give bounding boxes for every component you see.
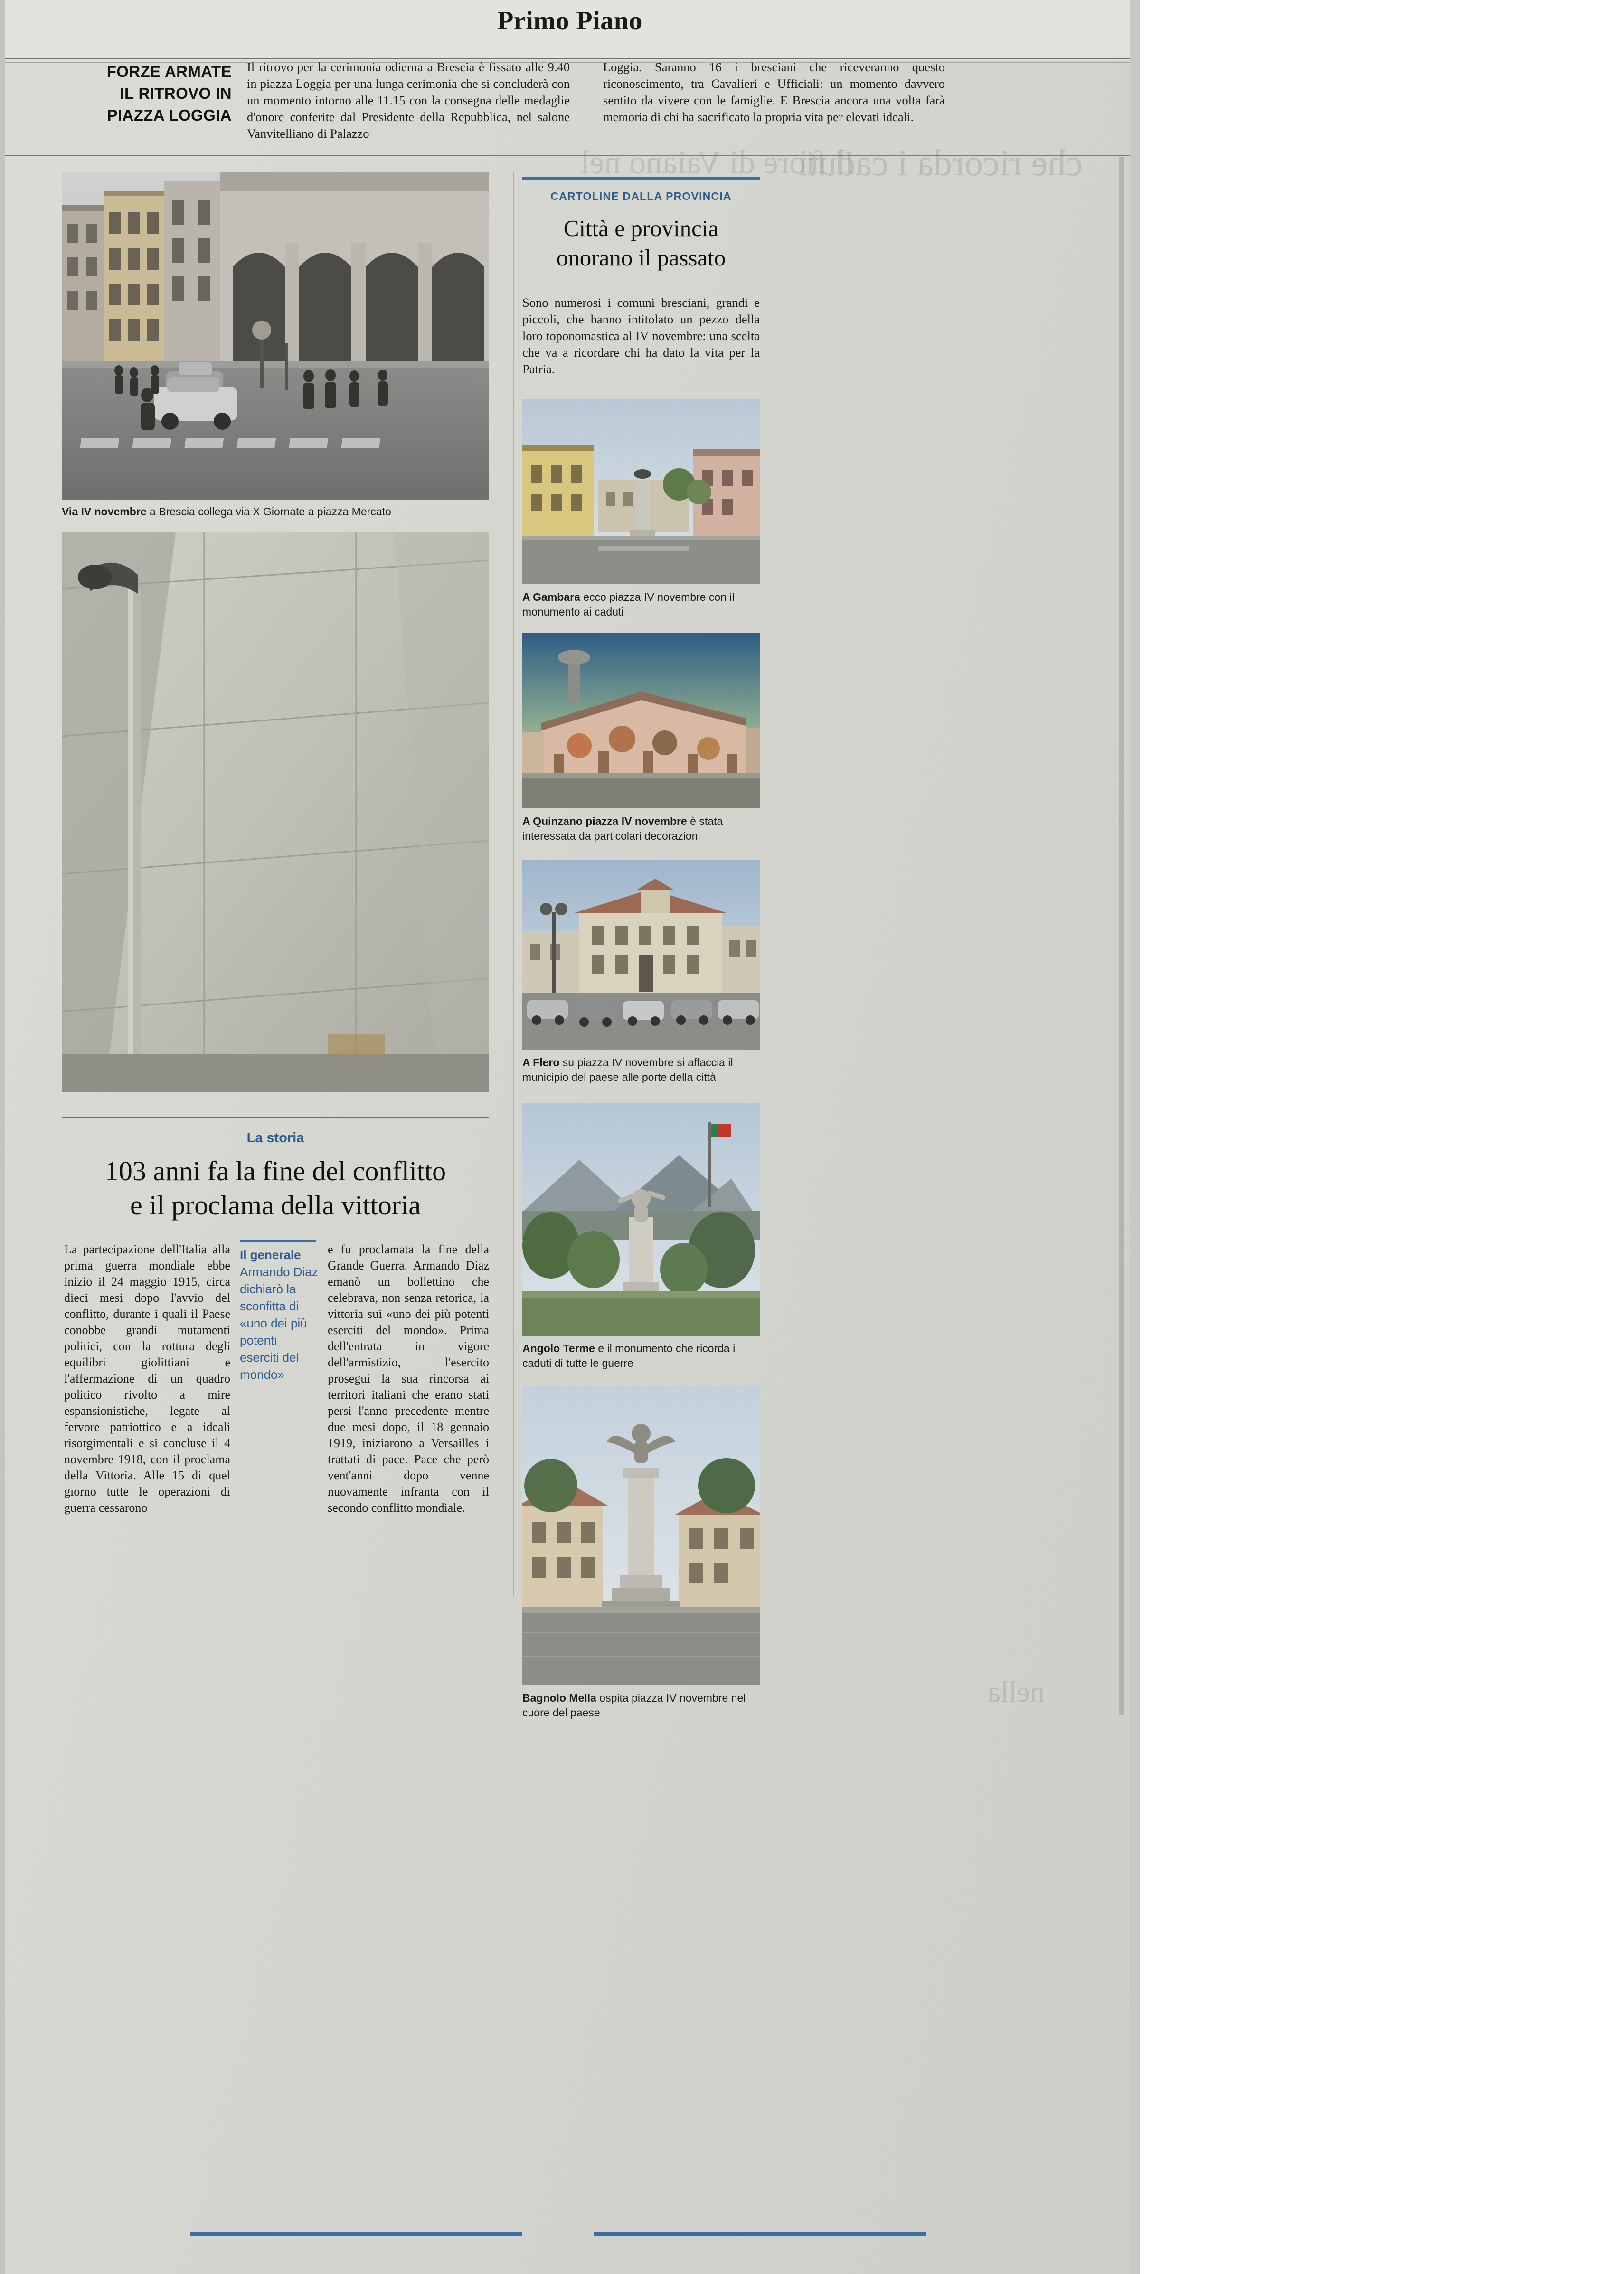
history-story-kicker: La storia (246, 1130, 304, 1146)
caption-bagnolo-mella (522, 1691, 760, 1720)
intro-bottom-rule (0, 155, 1140, 156)
caption-angolo-terme (522, 1341, 760, 1371)
photo-angolo-svg (522, 1103, 760, 1336)
white-background-right (1140, 0, 1624, 2274)
top-story-intro-column-2: Loggia. Saranno 16 i bresciani che riceveranno questo riconoscimento, tra Cavalieri e Ufficiali: un momento davvero sentito da vivere con le famiglie. E Brescia ancora una volta farà memoria di chi ha sacrificato la propria vita per elevati ideali. (603, 60, 945, 124)
caption-rest-text: a Brescia collega via X Giornate a piazza Mercato (146, 505, 391, 518)
photo-angolo-terme (522, 1103, 760, 1336)
caption-bold-text: A Flero (522, 1056, 560, 1069)
pullquote-rule (240, 1240, 316, 1242)
caption-via-iv-novembre (62, 504, 489, 519)
photo-gambara (522, 399, 760, 584)
caption-rest-text: è stata interessata da particolari decorazioni (522, 815, 723, 842)
scan-left-edge (0, 0, 5, 2274)
province-top-rule (522, 177, 760, 180)
photo-monument-wall (62, 532, 489, 1092)
caption-bold-text: Angolo Terme (522, 1342, 595, 1355)
history-story-column-1: La partecipazione dell'Italia alla prima guerra mondiale ebbe inizio il 24 maggio 1915, circa dieci mesi dopo l'avvio del conflitto, durante i quali il Paese conobbe grandi mutamenti politici, con la rottura degli equilibri giolittiani e l'affermazione di un quadro politico rivolto a mire espansionistiche, legate al fervore patriottico e a ideali risorgimentali e si concluse il 4 novembre 1918, con il proclama della Vittoria. Alle 15 di quel giorno tutte le operazioni di guerra cessarono (64, 1242, 230, 1515)
photo-via-iv-novembre (62, 172, 489, 500)
scan-right-edge (1130, 0, 1140, 2274)
photo-bagnolo-mella (522, 1386, 760, 1685)
photo-wall-svg (62, 532, 489, 1092)
bottom-rule-left (190, 2232, 522, 2236)
masthead-rule (0, 58, 1140, 59)
caption-rest-text: ospita piazza IV novembre nel cuore del paese (522, 1692, 746, 1719)
pullquote-text: Armando Diaz dichiarò la sconfitta di «uno dei più potenti eserciti del mondo» (240, 1265, 318, 1382)
province-title-line-2: onorano il passato (556, 245, 726, 271)
province-title (518, 214, 765, 273)
caption-bold-text: A Gambara (522, 591, 580, 603)
province-title-line-1: Città e provincia (563, 215, 719, 241)
caption-rest-text: su piazza IV novembre si affaccia il municipio del paese alle porte della città (522, 1056, 733, 1083)
caption-bold-text: A Quinzano piazza IV novembre (522, 815, 687, 827)
caption-rest-text: ecco piazza IV novembre con il monumento ai caduti (522, 591, 735, 618)
scan-fold-line (1119, 157, 1124, 1715)
caption-rest-text: e il monumento che ricorda i caduti di tutte le guerre (522, 1342, 736, 1369)
photo-flero-svg (522, 860, 760, 1050)
photo-quinzano (522, 633, 760, 808)
photo-gambara-svg (522, 399, 760, 584)
caption-quinzano (522, 814, 760, 843)
top-story-kicker (89, 61, 232, 126)
province-body: Sono numerosi i comuni bresciani, grandi e piccoli, che hanno intitolato un pezzo della loro toponomastica al IV novembre: una scelta che va a ricordare chi ha dato la vita per la Patria. (522, 295, 760, 376)
province-kicker: CARTOLINE DALLA PROVINCIA (550, 190, 732, 202)
history-title-line-1: 103 anni fa la fine del conflitto (104, 1156, 446, 1186)
photo-flero (522, 860, 760, 1050)
caption-bold-text: Via IV novembre (62, 505, 147, 518)
history-title-line-2: e il proclama della vittoria (130, 1190, 421, 1221)
kicker-line-3: PIAZZA LOGGIA (107, 106, 232, 124)
column-divider (513, 172, 514, 1597)
history-story-title (52, 1154, 499, 1222)
photo-quinzano-svg (522, 633, 760, 808)
top-story-intro-column-1: Il ritrovo per la cerimonia odierna a Brescia è fissato alle 9.40 in piazza Loggia per una lunga cerimonia che si concluderà con un momento intorno alle 11.15 con la consegna delle medaglie d'onore conferite dal Presidente della Repubblica, nel salone Vanvitelliano di Palazzo (247, 60, 570, 141)
bottom-rule-right (594, 2232, 926, 2236)
photo-street-scene-svg (62, 172, 489, 500)
history-story-column-2: e fu proclamata la fine della Grande Guerra. Armando Diaz emanò un bollettino che celebrava, non senza retorica, la vittoria sui «uno dei più potenti eserciti del mondo». Prima dell'entrata in vigore dell'armistizio, l'esercito proseguì la sua rincorsa ai territori italiani che erano stati persi l'anno precedente mentre due mesi dopo, il 18 gennaio 1919, iniziarono a Versailles i trattati di pace. Pace che però vent'anni dopo venne nuovamente infranta con il secondo conflitto mondiale. (328, 1242, 489, 1515)
masthead (0, 0, 1140, 60)
story-top-rule (62, 1117, 489, 1118)
caption-gambara (522, 590, 760, 619)
kicker-line-2: IL RITROVO IN (120, 85, 232, 102)
caption-bold-text: Bagnolo Mella (522, 1692, 596, 1704)
page-title: Primo Piano (497, 6, 642, 36)
photo-bagnolo-svg (522, 1386, 760, 1685)
caption-flero (522, 1055, 760, 1085)
pullquote-label: Il generale (240, 1248, 301, 1262)
kicker-line-1: FORZE ARMATE (106, 63, 232, 80)
history-pullquote (240, 1246, 318, 1383)
